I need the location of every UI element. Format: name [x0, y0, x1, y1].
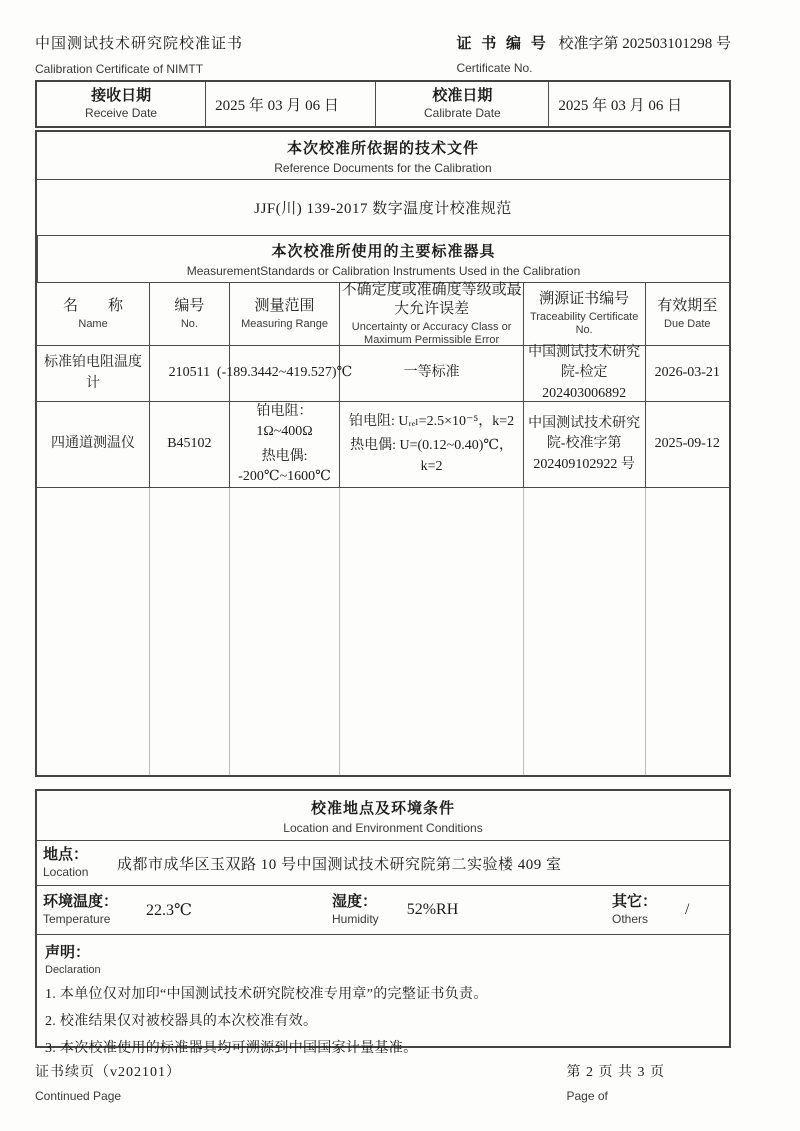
row2-uncertainty-line2: 热电偶: U=(0.12~0.40)℃，k=2 [350, 438, 514, 474]
column-header-uncertainty-cn: 不确定度或准确度等级或最大允许误差 [341, 282, 522, 317]
row1-no: 210511 [149, 346, 229, 401]
temperature-group [37, 893, 332, 926]
column-header-traceability-en: Traceability Certificate No. [529, 311, 639, 337]
empty-cell [149, 488, 229, 775]
location-label-en: Location [43, 865, 89, 880]
institute-title-cn: 中国测试技术研究院校准证书 [35, 36, 244, 52]
page-footer [35, 1061, 731, 1103]
column-header-due-cn: 有效期至 [657, 298, 718, 315]
calibrate-date-label-cn: 校准日期 [432, 88, 493, 105]
empty-cell [523, 488, 645, 775]
declaration-item-2: 2. 校准结果仅对被校器具的本次校准有效。 [45, 1014, 318, 1029]
declaration-item-1: 1. 本单位仅对加印“中国测试技术研究院校准专用章”的完整证书负责。 [45, 987, 488, 1002]
location-value: 成都市成华区玉双路 10 号中国测试技术研究院第二实验楼 409 室 [117, 856, 562, 873]
column-header-range-cn: 测量范围 [254, 298, 315, 315]
reference-document-row [37, 179, 729, 235]
certificate-number-value: 校准字第 202503101298 号 [558, 36, 731, 52]
row2-range-line1: 铂电阻：1Ω~400Ω [256, 403, 313, 440]
declaration-label-en: Declaration [45, 964, 101, 976]
header-left [35, 32, 243, 76]
row2-uncertainty [339, 402, 522, 487]
column-header-traceability [523, 283, 645, 345]
row2-range [229, 402, 340, 487]
location-title-row [37, 791, 729, 840]
row1-due: 2026-03-21 [645, 346, 729, 401]
row2-name: 四通道测温仪 [51, 436, 136, 452]
column-header-name-cn: 名 称 [63, 298, 124, 315]
location-title-en: Location and Environment Conditions [283, 820, 483, 835]
empty-cell [229, 488, 340, 775]
standards-row-2 [37, 401, 729, 487]
humidity-label-en: Humidity [332, 912, 379, 927]
column-header-no [149, 283, 229, 345]
row2-uncertainty-line1: 铂电阻: Uᵣₑₗ=2.5×10⁻⁵，k=2 [349, 414, 515, 430]
footer-right [567, 1061, 666, 1103]
row1-name: 标准铂电阻温度计 [44, 355, 143, 391]
row2-due: 2025-09-12 [645, 402, 729, 487]
page-number-en: Page of [566, 1089, 608, 1103]
receive-date-label-cell [37, 82, 205, 126]
header-right [456, 32, 731, 75]
continued-page-cn: 证书续页（v202101） [35, 1065, 181, 1080]
receive-date-label-en: Receive Date [85, 106, 158, 121]
main-table [35, 130, 731, 777]
standards-header-row [37, 282, 729, 345]
certificate-number-label-cn: 证 书 编 号 [456, 36, 549, 52]
standards-empty-row [37, 487, 729, 775]
calibrate-date-label-cell [375, 82, 548, 126]
page-header [35, 32, 731, 79]
reference-title-en: Reference Documents for the Calibration [274, 160, 492, 175]
institute-title-en: Calibration Certificate of NIMTT [35, 62, 204, 76]
others-label-cn: 其它： [612, 894, 658, 911]
humidity-group [332, 893, 612, 926]
row2-no: B45102 [149, 402, 229, 487]
continued-page-en: Continued Page [35, 1089, 122, 1103]
temperature-label-cell [43, 893, 118, 926]
declaration-item-3: 3. 本次校准使用的标准器具均可溯源到中国国家计量基准。 [45, 1041, 418, 1056]
column-header-due [645, 283, 729, 345]
humidity-value: 52%RH [406, 901, 459, 918]
row1-range: (-189.3442~419.527)℃ [229, 346, 340, 401]
standards-title-en: MeasurementStandards or Calibration Instruments Used in the Calibration [186, 264, 581, 278]
dates-table [35, 80, 731, 128]
declaration-row [37, 934, 729, 1056]
column-header-traceability-cn: 溯源证书编号 [539, 291, 630, 308]
column-header-uncertainty-en: Uncertainty or Accuracy Class or Maximum Permissible Error [351, 320, 512, 346]
row1-uncertainty: 一等标准 [339, 346, 522, 401]
column-header-range [229, 283, 340, 345]
location-environment-table [35, 789, 731, 1056]
receive-date-label-cn: 接收日期 [91, 88, 152, 105]
reference-document: JJF(川) 139-2017 数字温度计校准规范 [254, 201, 512, 217]
empty-cell [339, 488, 522, 775]
column-header-due-en: Due Date [664, 317, 711, 330]
declaration-label-cn: 声明： [45, 945, 91, 961]
humidity-label-cell [332, 893, 379, 926]
row1-traceability: 中国测试技术研究院-检定 202403006892 [523, 346, 645, 401]
temperature-label-cn: 环境温度： [43, 894, 119, 911]
column-header-no-en: No. [180, 317, 198, 330]
others-label-en: Others [612, 912, 649, 927]
others-group [612, 893, 729, 926]
column-header-range-en: Measuring Range [241, 317, 328, 330]
humidity-label-cn: 湿度： [332, 894, 378, 911]
footer-left [35, 1061, 181, 1103]
standards-title-row [37, 235, 729, 282]
column-header-name [37, 283, 149, 345]
dates-row [37, 82, 729, 126]
location-label-cell [37, 846, 117, 879]
calibrate-date-label-en: Calibrate Date [424, 106, 501, 121]
row2-traceability: 中国测试技术研究院-校准字第 202409102922 号 [523, 402, 645, 487]
row2-range-line2: 热电偶: -200℃~1600℃ [238, 448, 331, 484]
temperature-label-en: Temperature [43, 912, 111, 927]
others-value: / [685, 901, 690, 918]
temperature-value: 22.3℃ [146, 902, 192, 919]
certificate-number-label-en: Certificate No. [456, 61, 533, 75]
environment-row [37, 885, 729, 934]
column-header-uncertainty [339, 283, 522, 345]
location-row [37, 840, 729, 885]
empty-cell [37, 488, 149, 775]
standards-title-cn: 本次校准所使用的主要标准器具 [271, 244, 496, 260]
page-content [35, 32, 731, 1103]
page-number-cn: 第 2 页 共 3 页 [566, 1065, 665, 1080]
reference-title-row [37, 132, 729, 179]
reference-title-cn: 本次校准所依据的技术文件 [286, 140, 479, 157]
column-header-name-en: Name [78, 317, 108, 330]
location-title-cn: 校准地点及环境条件 [310, 800, 455, 817]
column-header-no-cn: 编号 [174, 298, 205, 315]
empty-cell [645, 488, 729, 775]
others-label-cell [612, 893, 657, 926]
certificate-number-line [456, 32, 731, 53]
location-label-cn: 地点： [43, 847, 89, 864]
standards-row-1 [37, 345, 729, 401]
receive-date-value: 2025 年 03 月 06 日 [205, 82, 375, 126]
calibrate-date-value: 2025 年 03 月 06 日 [548, 82, 729, 126]
